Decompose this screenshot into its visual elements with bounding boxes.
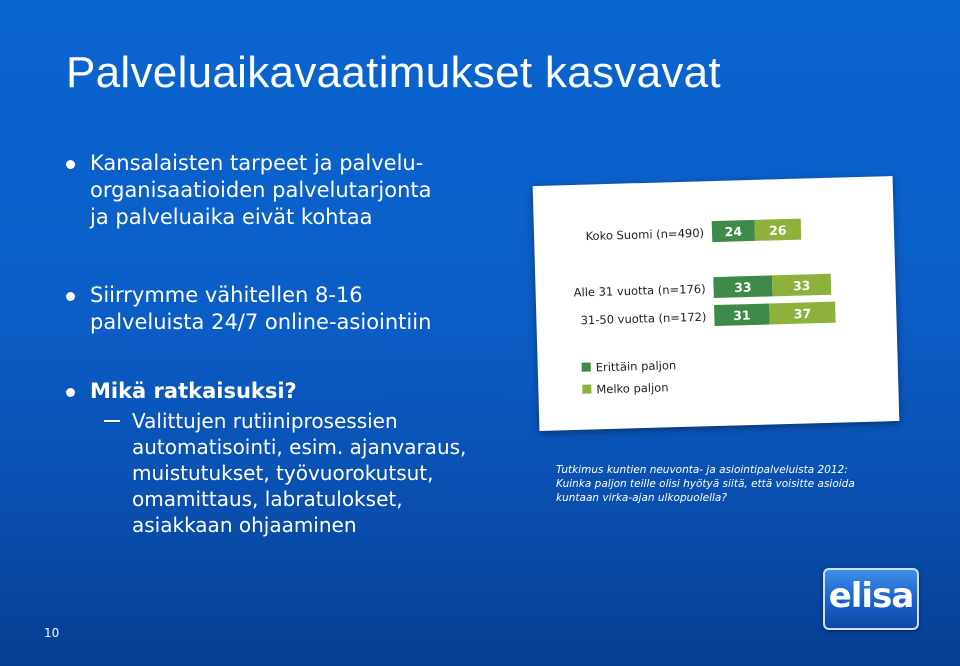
slide-content — [4, 4, 956, 662]
category-label-alle-31: Alle 31 vuotta (n=176) — [573, 281, 706, 300]
data-label-31-50-series-2: 37 — [793, 305, 812, 322]
bullet-line: Siirrymme vähitellen 8-16 — [90, 283, 363, 307]
data-label-koko-suomi-series-2: 26 — [768, 222, 787, 238]
data-label-alle-31-series-2: 33 — [792, 277, 811, 294]
category-label-koko-suomi: Koko Suomi (n=490) — [585, 225, 705, 244]
bullet-line: Kansalaisten tarpeet ja palvelu- — [90, 151, 424, 175]
caption-line: kuntaan virka-ajan ulkopuolella? — [556, 492, 727, 504]
bullet-dot-icon — [66, 160, 75, 169]
sub-bullet-line: omamittaus, labratulokset, — [132, 487, 403, 511]
data-label-koko-suomi-series-1: 24 — [724, 223, 743, 240]
bullet-line: ja palveluaika eivät kohtaa — [90, 205, 373, 229]
chart-card — [533, 176, 900, 431]
elisa-logo — [823, 568, 919, 630]
legend-swatch-2 — [582, 385, 591, 394]
legend-label-2: Melko paljon — [596, 380, 669, 397]
legend-label-1: Erittäin paljon — [595, 358, 677, 375]
caption-line: Kuinka paljon teille olisi hyötyä siitä, että voisitte asioida — [556, 478, 855, 490]
sub-bullet-line: automatisointi, esim. ajanvaraus, — [132, 435, 467, 459]
bullet-line: Mikä ratkaisuksi? — [90, 379, 297, 403]
bullet-dot-icon — [66, 388, 75, 397]
sub-bullet-line: asiakkaan ohjaaminen — [132, 513, 357, 537]
caption-line: Tutkimus kuntien neuvonta- ja asiointipalveluista 2012: — [556, 464, 848, 476]
data-label-31-50-series-1: 31 — [733, 307, 751, 324]
bullet-3-text — [90, 378, 297, 405]
bullet-dot-icon — [66, 292, 75, 301]
stacked-bar-chart — [533, 176, 900, 431]
data-label-alle-31-series-1: 33 — [734, 279, 752, 295]
page-number: 10 — [44, 626, 60, 640]
slide-title: Palveluaikavaatimukset kasvavat — [66, 48, 721, 97]
legend-swatch-1 — [582, 363, 591, 372]
bullet-1-text — [90, 150, 431, 231]
bullet-line: palveluista 24/7 online-asiointiin — [90, 310, 432, 334]
chart-caption — [556, 463, 896, 505]
category-label-31-50: 31-50 vuotta (n=172) — [580, 309, 707, 328]
bullet-line: organisaatioiden palvelutarjonta — [90, 178, 432, 202]
sub-bullet-line: muistutukset, työvuorokutsut, — [132, 461, 434, 485]
dash-icon — [104, 420, 120, 422]
logo-text: elisa — [828, 576, 914, 616]
sub-bullet-line: Valittujen rutiiniprosessien — [132, 409, 398, 433]
sub-bullet-text — [132, 408, 466, 538]
bullet-2-text — [90, 282, 431, 336]
